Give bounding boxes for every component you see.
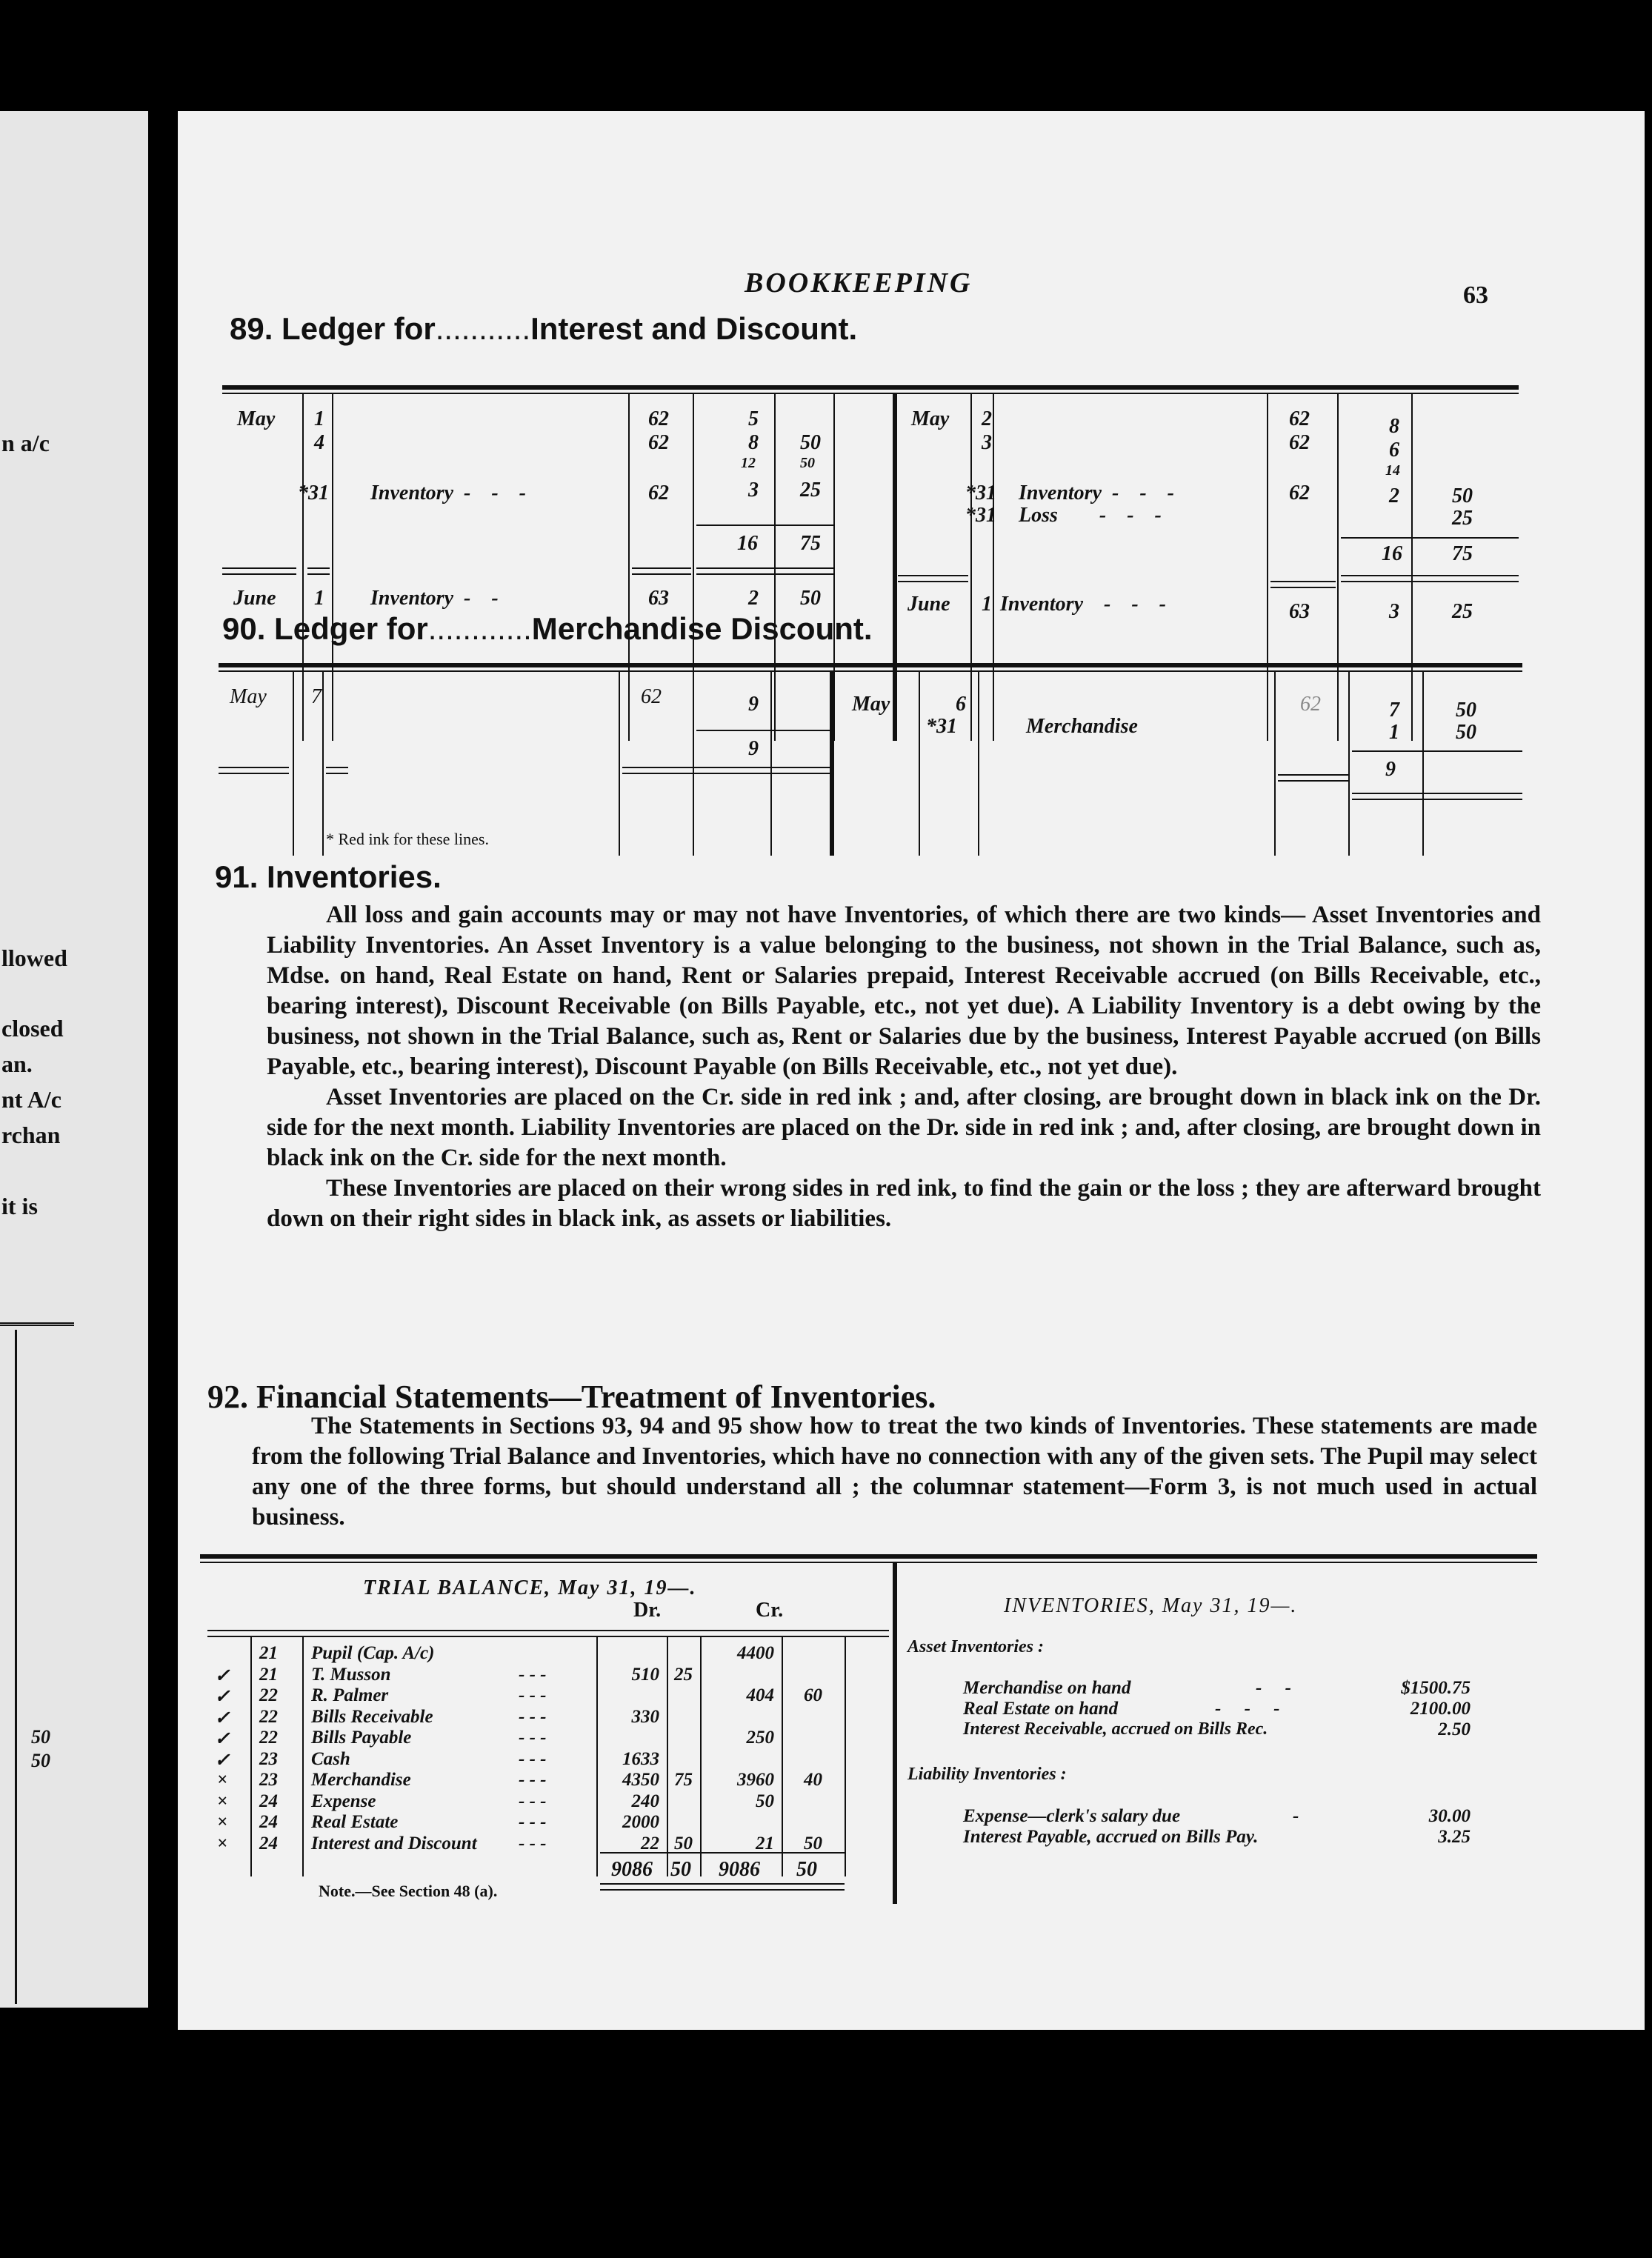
table-row (207, 1707, 889, 1728)
table-row (207, 1749, 889, 1770)
row-mark: ✓ (214, 1750, 230, 1771)
leader-dots: - - - (519, 1812, 547, 1832)
row-cr: 404 (746, 1685, 774, 1705)
ledger-total: 9 (1385, 758, 1396, 781)
ledger-amount: 14 (1385, 462, 1400, 479)
ledger-amount: 8 (1389, 415, 1399, 438)
ledger-folio: 62 (648, 407, 669, 430)
ledger-month: June (233, 587, 276, 610)
row-folio: 24 (259, 1833, 278, 1854)
dr-label: Dr. (633, 1599, 662, 1622)
table-row (207, 1834, 889, 1854)
section-91-title: 91. Inventories. (215, 859, 442, 894)
ledger-month: May (230, 685, 267, 708)
total-dr: 9086 (611, 1858, 653, 1881)
ledger-day: 6 (956, 693, 966, 716)
margin-number: 50 (31, 1750, 50, 1771)
paragraph: All loss and gain accounts may or may not have Inventories, of which there are two kinds— Asset Inventories and Liability Inventories. An Asset Inventory is a value belonging to the business, not shown in the Trial Balance, such as, Mdse. on hand, Real Estate on hand, Rent or Salaries prepaid, Interest Receivable accrued (on Bills Receivable, etc., bearing interest), Discount Receivable (on Bills Payable, etc., not yet due). A Liability Inventory is a debt owing by the business, not shown in the Trial Balance, such as, Rent or Salaries due by the business, Interest Payable accrued (on Bills Payable, etc., bearing interest), Discount Payable (on Bills Receivable, etc., not yet due). (267, 902, 1541, 1080)
ledger-month: May (911, 407, 950, 430)
margin-text: closed (1, 1015, 64, 1042)
inventories-title: INVENTORIES, May 31, 19—. (1004, 1594, 1298, 1617)
book-page (178, 111, 1645, 2030)
ledger-month: June (907, 593, 950, 616)
ledger-folio: 62 (1289, 407, 1310, 430)
row-folio: 23 (259, 1770, 278, 1790)
row-mark: × (216, 1791, 228, 1811)
row-dr: 2000 (622, 1812, 659, 1832)
ledger-cents: 50 (1452, 484, 1473, 507)
total-dr-cents: 50 (670, 1858, 691, 1881)
leader-dots: - - - (519, 1770, 547, 1790)
ledger-amount: 1 (1389, 721, 1399, 744)
section-92-title: 92. Financial Statements—Treatment of Inventories. (207, 1379, 936, 1415)
row-dr-cents: 25 (674, 1664, 693, 1685)
ledger-total: 16 (1382, 542, 1402, 565)
row-account: Bills Payable (311, 1728, 412, 1748)
inventory-item: Interest Receivable, accrued on Bills Rec. (963, 1719, 1268, 1739)
ledger-folio: 62 (1289, 431, 1310, 454)
row-dr: 330 (631, 1706, 659, 1727)
paragraph: The Statements in Sections 93, 94 and 95 show how to treat the two kinds of Inventories. These statements are made from the following Trial Balance and Inventories, which have no connection with any of the given sets. The Pupil may select any one of the three forms, but should understand all ; the columnar statement—Form 3, is not much used in actual business. (252, 1413, 1537, 1531)
ledger-item: Inventory - - - (370, 482, 526, 504)
inventory-amount: 2.50 (1438, 1719, 1471, 1739)
trial-balance (207, 1563, 889, 1904)
row-folio: 24 (259, 1791, 278, 1811)
ledger-cents: 50 (800, 455, 815, 471)
leader-dots: - - - (519, 1664, 547, 1685)
row-cr: 4400 (737, 1643, 774, 1663)
ledger-folio: 63 (648, 587, 669, 610)
row-account: Cash (311, 1748, 350, 1769)
row-mark: ✓ (214, 1665, 230, 1686)
margin-rule (0, 1322, 74, 1326)
row-cr-cents: 60 (804, 1685, 822, 1705)
row-cr-cents: 40 (804, 1770, 822, 1790)
row-account: Merchandise (311, 1770, 411, 1790)
facing-page-fragment (0, 111, 148, 2008)
ledger-day: 1 (314, 587, 324, 610)
margin-rule (15, 1330, 17, 2004)
inventory-item: Real Estate on hand (963, 1699, 1119, 1719)
ledger-month: May (852, 693, 890, 716)
ledger-amount: 2 (1389, 484, 1399, 507)
ledger-day: 3 (982, 431, 992, 454)
leader-dots: - - - (519, 1685, 547, 1705)
footnote: * Red ink for these lines. (326, 830, 489, 848)
paragraph: These Inventories are placed on their wrong sides in red ink, to find the gain or the loss ; they are afterward brought down on their right sides in black ink, as assets or liabilities. (267, 1175, 1541, 1232)
row-dr: 510 (631, 1664, 659, 1685)
ledger-day: 1 (314, 407, 324, 430)
ledger-item: Inventory - - - (1000, 593, 1166, 616)
row-folio: 21 (259, 1643, 278, 1663)
ledger-item: Inventory - - - (1019, 482, 1174, 504)
ledger-amount: 7 (1389, 699, 1399, 722)
ledger-cents: 50 (1456, 721, 1476, 744)
total-cr-cents: 50 (796, 1858, 817, 1881)
ledger-item: Loss - - - (1019, 504, 1162, 527)
row-mark: × (216, 1833, 228, 1854)
leader-dots: - - - (519, 1748, 547, 1769)
row-account: R. Palmer (311, 1685, 389, 1705)
inventory-amount: 3.25 (1438, 1827, 1471, 1847)
ledger-amount: 2 (748, 587, 759, 610)
ledger-day: *31 (298, 482, 329, 504)
table-row (207, 1643, 889, 1664)
ledger-day: 4 (314, 431, 324, 454)
trial-balance-title: TRIAL BALANCE, May 31, 19—. (363, 1576, 697, 1599)
row-dr: 240 (631, 1791, 659, 1811)
ledger-day: 1 (982, 593, 992, 616)
ledger-amount: 12 (741, 455, 756, 471)
ledger-total: 75 (1452, 542, 1473, 565)
row-account: T. Musson (311, 1664, 391, 1685)
inventory-item: Expense—clerk's salary due (963, 1806, 1181, 1826)
table-row (207, 1728, 889, 1748)
row-account: Real Estate (311, 1812, 399, 1832)
margin-text: an. (1, 1050, 33, 1077)
liability-heading: Liability Inventories : (907, 1765, 1067, 1784)
ledger-day: *31 (965, 482, 996, 504)
leader-dots: - - - (519, 1833, 547, 1854)
margin-text: nt A/c (1, 1086, 61, 1113)
row-mark: ✓ (214, 1708, 230, 1728)
inventory-item: Merchandise on hand (963, 1678, 1131, 1698)
table-row (207, 1685, 889, 1706)
ledger-amount: 8 (748, 431, 759, 454)
ledger-folio: 62 (648, 482, 669, 504)
ledger-day: 2 (982, 407, 992, 430)
row-cr: 21 (756, 1833, 774, 1854)
row-cr-cents: 50 (804, 1833, 822, 1854)
row-account: Expense (311, 1791, 376, 1811)
row-folio: 24 (259, 1812, 278, 1832)
ledger-total: 75 (800, 532, 821, 555)
ledger-item: Merchandise (1026, 715, 1138, 738)
section-90-title: 90. Ledger for............Merchandise Discount. (222, 611, 873, 646)
row-dr: 1633 (622, 1748, 659, 1769)
running-head: BOOKKEEPING (745, 267, 973, 299)
row-folio: 21 (259, 1664, 278, 1685)
margin-text: it is (1, 1193, 38, 1219)
ledger-amount: 5 (748, 407, 759, 430)
table-row (207, 1812, 889, 1833)
row-cr: 50 (756, 1791, 774, 1811)
margin-text: llowed (1, 945, 67, 971)
trial-balance-note: Note.—See Section 48 (a). (319, 1882, 498, 1900)
ledger-cents: 50 (800, 587, 821, 610)
inventory-item: Interest Payable, accrued on Bills Pay. (963, 1827, 1259, 1847)
row-folio: 23 (259, 1748, 278, 1769)
ledger-cents: 50 (800, 431, 821, 454)
row-mark: ✓ (214, 1687, 230, 1707)
ledger-cents: 25 (1452, 507, 1473, 530)
ledger-amount: 3 (748, 479, 759, 502)
cr-label: Cr. (756, 1599, 784, 1622)
section-89-title: 89. Ledger for...........Interest and Discount. (230, 311, 858, 346)
table-row (207, 1665, 889, 1685)
ledger-folio: 62 (641, 685, 662, 708)
inventory-amount: 2100.00 (1410, 1699, 1471, 1719)
leader-dots: - - - (519, 1706, 547, 1727)
row-mark: × (216, 1770, 228, 1790)
row-account: Pupil (Cap. A/c) (311, 1643, 435, 1663)
row-cr: 250 (746, 1728, 774, 1748)
asset-heading: Asset Inventories : (907, 1637, 1045, 1656)
row-folio: 22 (259, 1706, 278, 1727)
row-cr: 3960 (737, 1770, 774, 1790)
ledger-folio: 63 (1289, 600, 1310, 623)
row-mark: × (216, 1812, 228, 1832)
row-mark: ✓ (214, 1729, 230, 1749)
ledger-amount: 3 (1389, 600, 1399, 623)
ledger-amount: 6 (1389, 439, 1399, 462)
ledger-total: 16 (737, 532, 758, 555)
ledger-cents: 25 (1452, 600, 1473, 623)
ledger-cents: 25 (800, 479, 821, 502)
row-dr-cents: 50 (674, 1833, 693, 1854)
table-row (207, 1770, 889, 1791)
row-folio: 22 (259, 1685, 278, 1705)
leader-dots: - - - (519, 1728, 547, 1748)
margin-number: 50 (31, 1726, 50, 1748)
total-cr: 9086 (719, 1858, 760, 1881)
ledger-item: Inventory - - (370, 587, 499, 610)
margin-text: n a/c (1, 430, 50, 456)
row-dr-cents: 75 (674, 1770, 693, 1790)
inventory-amount: 30.00 (1428, 1806, 1471, 1826)
row-account: Bills Receivable (311, 1706, 433, 1727)
ledger-folio: 62 (1300, 693, 1321, 716)
inventory-amount: $1500.75 (1401, 1678, 1471, 1698)
inventories: INVENTORIES, May 31, 19—. Asset Inventories : Merchandise on hand - - $1500.75 Real Estate on hand - - - 2100.00 Interest Receivable, accrued on Bills Rec. 2.50 Liability Inventories : Expense—clerk's salary due - 30.00 Interest Payable, accrued on Bills Pay. 3.25 (907, 1594, 1471, 1847)
ledger-total: 9 (748, 737, 759, 760)
paragraph: Asset Inventories are placed on the Cr. side in red ink ; and, after closing, are brought down in black ink on the Dr. side for the next month. Liability Inventories are placed on the Dr. side in red ink ; and, after closing, are brought down in black ink on the Cr. side for the next month. (267, 1084, 1541, 1171)
margin-text: rchan (1, 1122, 61, 1148)
ledger-folio: 62 (648, 431, 669, 454)
ledger-day: *31 (965, 504, 996, 527)
row-dr: 4350 (622, 1770, 659, 1790)
table-row (207, 1791, 889, 1812)
ledger-amount: 9 (748, 693, 759, 716)
ledger-cents: 50 (1456, 699, 1476, 722)
section-91-text (267, 900, 1541, 1234)
row-folio: 22 (259, 1728, 278, 1748)
page-number: 63 (1463, 282, 1488, 309)
ledger-day: 7 (311, 685, 322, 708)
ledger-day: *31 (926, 715, 957, 738)
section-92-text (252, 1411, 1537, 1533)
row-account: Interest and Discount (311, 1833, 477, 1854)
row-dr: 22 (641, 1833, 659, 1854)
ledger-folio: 62 (1289, 482, 1310, 504)
leader-dots: - - - (519, 1791, 547, 1811)
ledger-month: May (237, 407, 276, 430)
